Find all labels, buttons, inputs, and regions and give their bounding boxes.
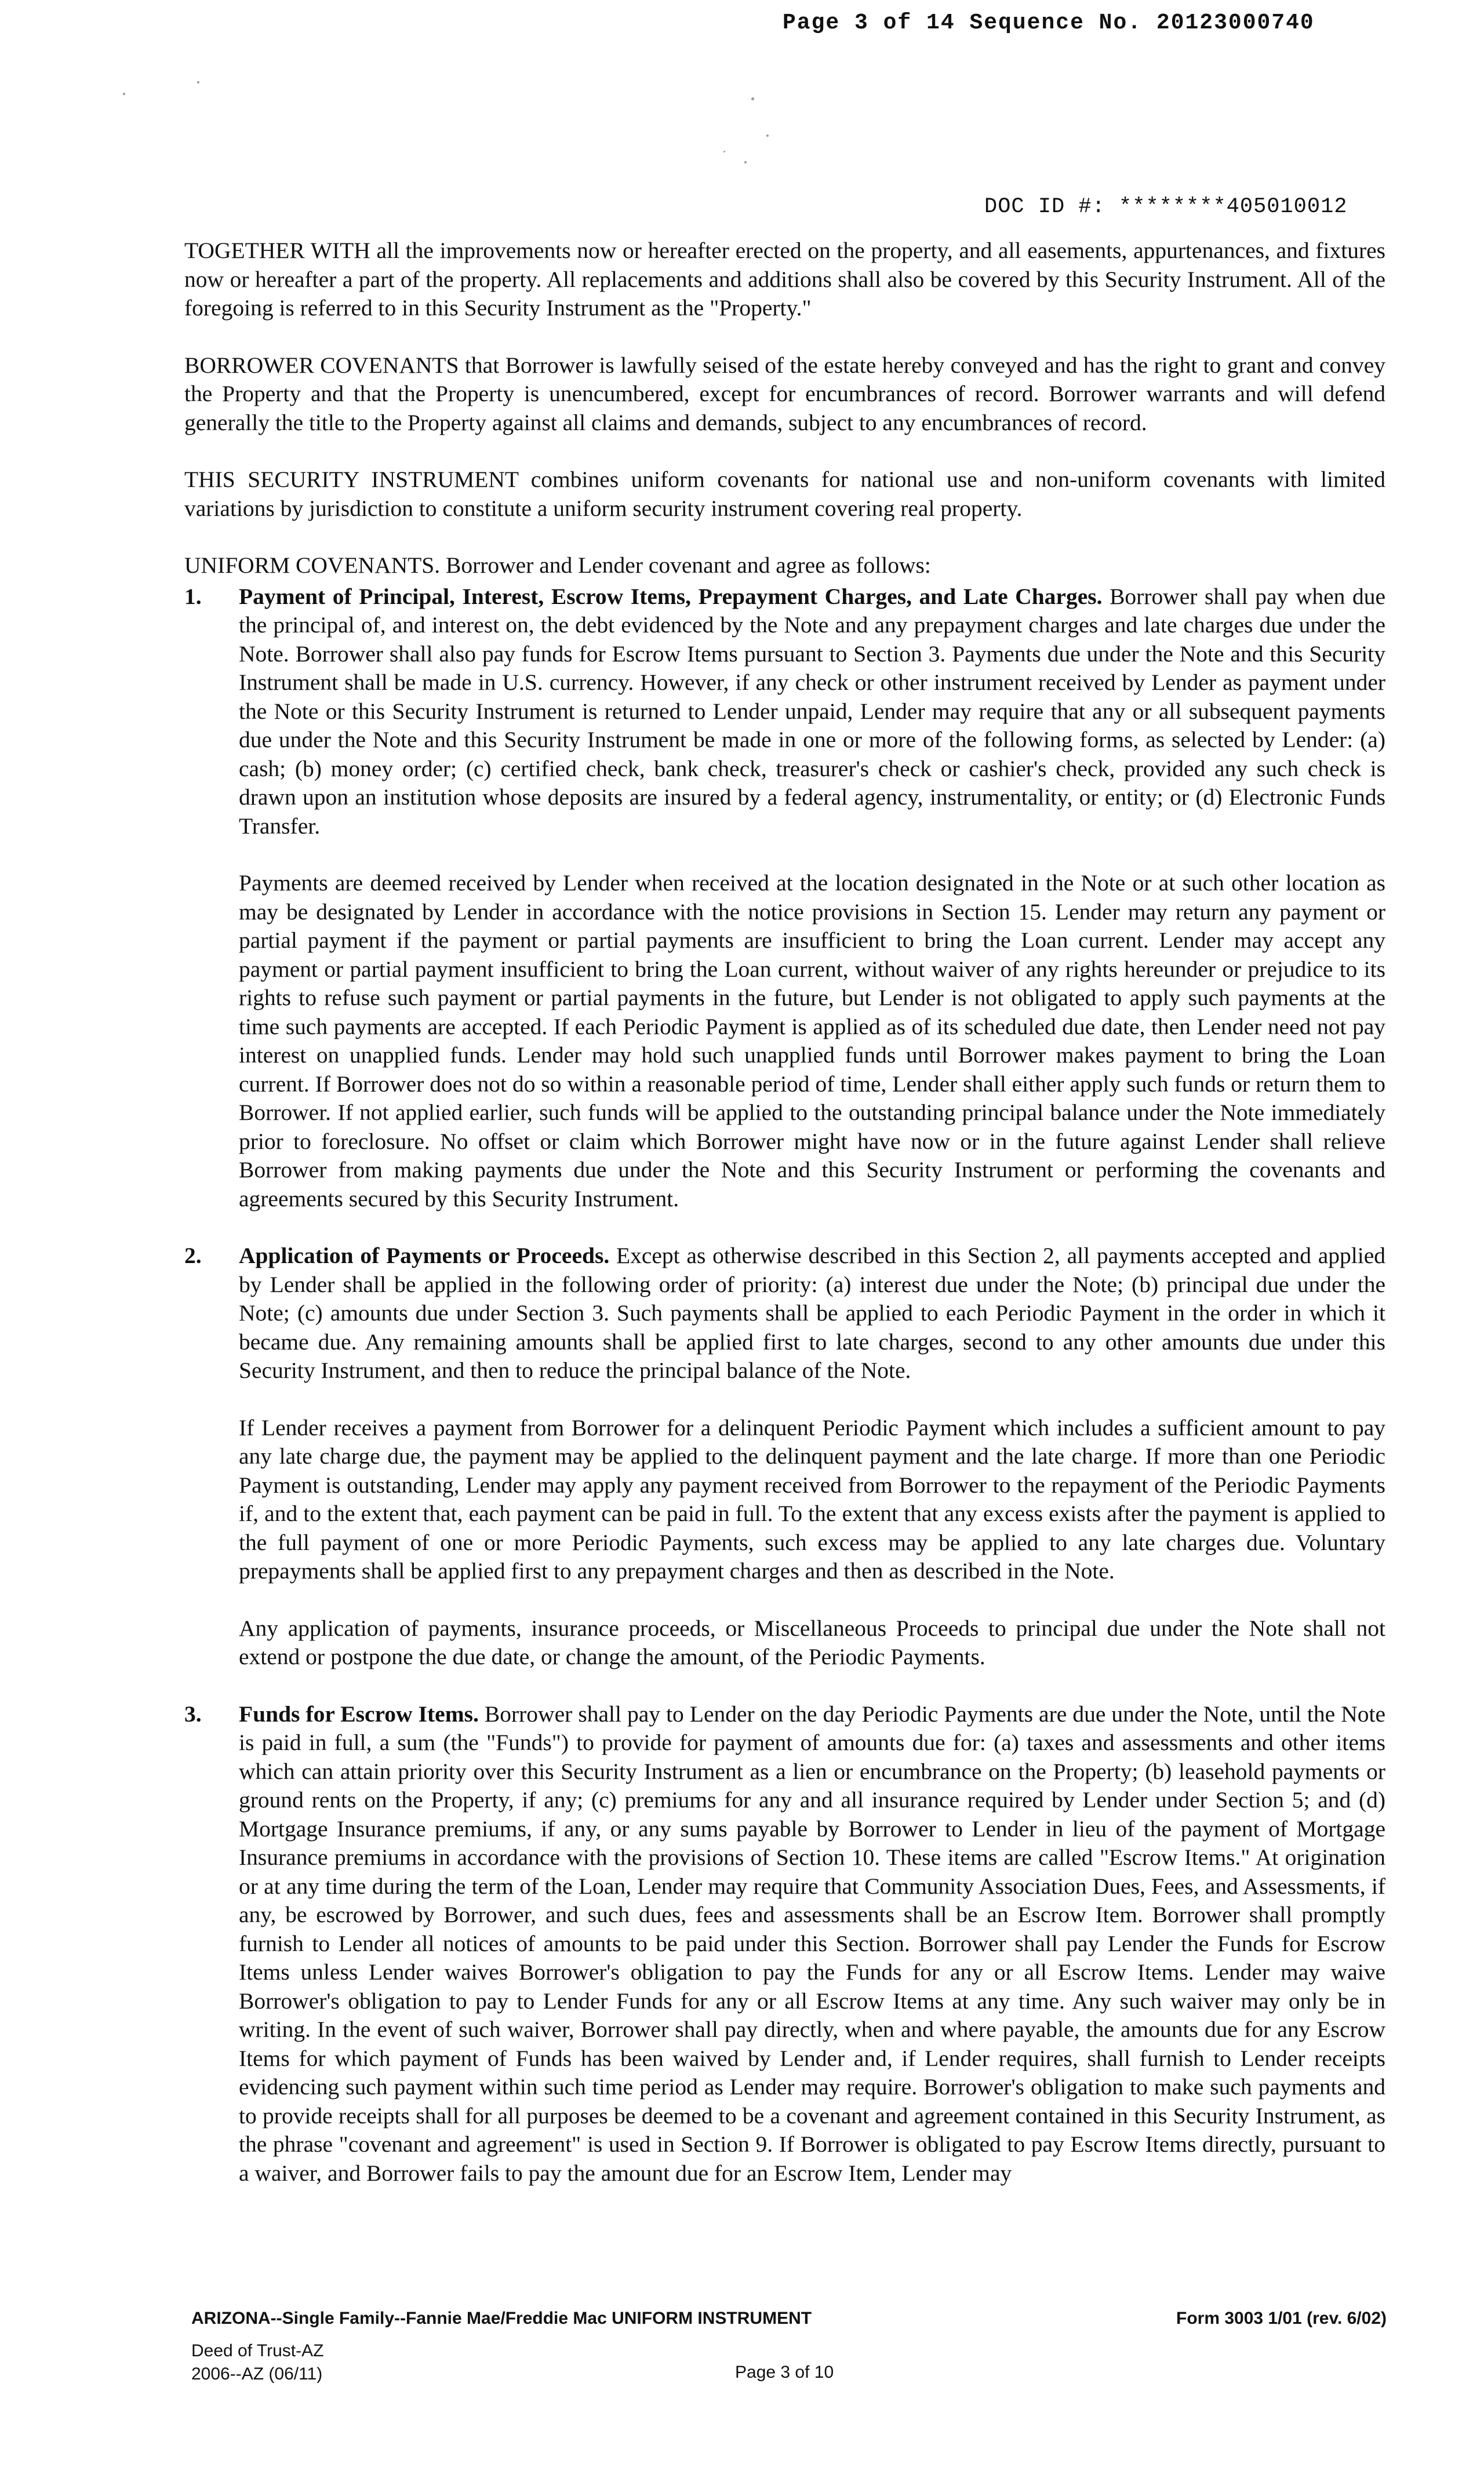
- section-number: 1.: [184, 583, 202, 609]
- scan-speck: [751, 97, 754, 100]
- scan-speck: [123, 93, 125, 95]
- page-sequence-header: Page 3 of 14 Sequence No. 20123000740: [783, 10, 1315, 35]
- section-paragraph: [239, 583, 1385, 841]
- section-paragraph: If Lender receives a payment from Borrower for a delinquent Periodic Payment which includes a sufficient amount to pay any late charge due, the payment may be applied to the delinquent payment and the late charge. If more than one Periodic Payment is outstanding, Lender may apply any payment received from Borrower to the repayment of the Periodic Payments if, and to the extent that, each payment can be paid in full. To the extent that any excess exists after the payment is applied to the full payment of one or more Periodic Payments, such excess may be applied to any late charges due. Voluntary prepayments shall be applied first to any prepayment charges and then as described in the Note.: [239, 1414, 1385, 1584]
- section-number: 3.: [184, 1701, 202, 1727]
- borrower-covenants-paragraph: BORROWER COVENANTS that Borrower is lawfully seised of the estate hereby conveyed and has the right to grant and convey the Property and that the Property is unencumbered, except for encumbrances of record. Borrower warrants and will defend generally the title to the Property against all claims and demands, subject to any encumbrances of record.: [184, 352, 1385, 435]
- section-2: [184, 1242, 1385, 1672]
- scan-speck: [766, 134, 769, 137]
- together-paragraph: TOGETHER WITH all the improvements now or hereafter erected on the property, and all easements, appurtenances, and fixtures now or hereafter a part of the property. All replacements and additions shall also be covered by this Security Instrument. All of the foregoing is referred to in this Security Instrument as the "Property.": [184, 238, 1385, 321]
- section-paragraph: Payments are deemed received by Lender when received at the location designated in the Note or at such other location as may be designated by Lender in accordance with the notice provisions in Section 15. Lender may return any payment or partial payment if the payment or partial payments are insufficient to bring the Loan current. Lender may accept any payment or partial payment insufficient to bring the Loan current, without waiver of any rights hereunder or prejudice to its rights to refuse such payment or partial payments in the future, but Lender is not obligated to apply such payments at the time such payments are accepted. If each Periodic Payment is applied as of its scheduled due date, then Lender need not pay interest on unapplied funds. Lender may hold such unapplied funds until Borrower makes payment to bring the Loan current. If Borrower does not do so within a reasonable period of time, Lender shall either apply such funds or return them to Borrower. If not applied earlier, such funds will be applied to the outstanding principal balance under the Note immediately prior to foreclosure. No offset or claim which Borrower might have now or in the future against Lender shall relieve Borrower from making payments due under the Note and this Security Instrument or performing the covenants and agreements secured by this Security Instrument.: [239, 870, 1385, 1211]
- section-title: Funds for Escrow Items.: [239, 1701, 479, 1727]
- section-paragraph: [239, 1700, 1385, 2188]
- section-1: [184, 583, 1385, 1214]
- section-title: Payment of Principal, Interest, Escrow Items, Prepayment Charges, and Late Charges.: [239, 583, 1103, 609]
- section-body: Borrower shall pay to Lender on the day Periodic Payments are due under the Note, until the Note is paid in full, a sum (the "Funds") to provide for payment of amounts due for: (a) taxes and assessments and other items which can attain priority over this Security Instrument as a lien or encumbrance on the Property; (b) leasehold payments or ground rents on the Property, if any; (c) premiums for any and all insurance required by Lender under Section 5; and (d) Mortgage Insurance premiums, if any, or any sums payable by Borrower to Lender in lieu of the payment of Mortgage Insurance premiums in accordance with the provisions of Section 10. These items are called "Escrow Items." At origination or at any time during the term of the Loan, Lender may require that Community Association Dues, Fees, and Assessments, if any, be escrowed by Borrower, and such dues, fees and assessments shall be an Escrow Item. Borrower shall promptly furnish to Lender all notices of amounts to be paid under this Section. Borrower shall pay Lender the Funds for Escrow Items unless Lender waives Borrower's obligation to pay the Funds for any or all Escrow Items. Lender may waive Borrower's obligation to pay to Lender Funds for any or all Escrow Items at any time. Any such waiver may only be in writing. In the event of such waiver, Borrower shall pay directly, when and where payable, the amounts due for any Escrow Items for which payment of Funds has been waived by Lender and, if Lender requires, shall furnish to Lender receipts evidencing such payment within such time period as Lender may require. Borrower's obligation to make such payments and to provide receipts shall for all purposes be deemed to be a covenant and agreement contained in this Security Instrument, as the phrase "covenant and agreement" is used in Section 9. If Borrower is obligated to pay Escrow Items directly, pursuant to a waiver, and Borrower fails to pay the amount due for an Escrow Item, Lender may: [239, 1701, 1385, 2186]
- security-instrument-paragraph: THIS SECURITY INSTRUMENT combines uniform covenants for national use and non-uniform covenants with limited variations by jurisdiction to constitute a uniform security instrument covering real property.: [184, 467, 1385, 521]
- scan-speck: [197, 81, 199, 83]
- section-3: [184, 1700, 1385, 2188]
- section-paragraph: Any application of payments, insurance proceeds, or Miscellaneous Proceeds to principal due under the Note shall not extend or postpone the due date, or change the amount, of the Periodic Payments.: [239, 1615, 1385, 1669]
- uniform-covenants-heading: UNIFORM COVENANTS. Borrower and Lender covenant and agree as follows:: [184, 552, 931, 578]
- footer-form-number: Form 3003 1/01 (rev. 6/02): [1176, 2309, 1387, 2328]
- section-number: 2.: [184, 1243, 202, 1268]
- scan-speck: [744, 161, 747, 163]
- doc-id: DOC ID #: ********405010012: [984, 195, 1348, 219]
- footer-deed-line: Deed of Trust-AZ: [191, 2341, 324, 2360]
- section-body: Borrower shall pay when due the principal of, and interest on, the debt evidenced by the Note and any prepayment charges and late charges due under the Note. Borrower shall also pay funds for Escrow Items pursuant to Section 3. Payments due under the Note and this Security Instrument shall be made in U.S. currency. However, if any check or other instrument received by Lender as payment under the Note or this Security Instrument is returned to Lender unpaid, Lender may require that any or all subsequent payments due under the Note and this Security Instrument be made in one or more of the following forms, as selected by Lender: (a) cash; (b) money order; (c) certified check, bank check, treasurer's check or cashier's check, provided any such check is drawn upon an institution whose deposits are insured by a federal agency, instrumentality, or entity; or (d) Electronic Funds Transfer.: [239, 583, 1385, 839]
- footer-form-title: ARIZONA--Single Family--Fannie Mae/Freddie Mac UNIFORM INSTRUMENT: [191, 2309, 812, 2328]
- scan-speck: [723, 151, 725, 152]
- footer-page-number: Page 3 of 10: [735, 2363, 834, 2382]
- section-title: Application of Payments or Proceeds.: [239, 1243, 610, 1268]
- footer-deed-info: [191, 2339, 323, 2386]
- document-body: [184, 236, 1385, 2216]
- section-body: Except as otherwise described in this Section 2, all payments accepted and applied by Lender shall be applied in the following order of priority: (a) interest due under the Note; (b) principal due under the Note; (c) amounts due under Section 3. Such payments shall be applied to each Periodic Payment in the order in which it became due. Any remaining amounts shall be applied first to late charges, second to any other amounts due under this Security Instrument, and then to reduce the principal balance of the Note.: [239, 1243, 1385, 1383]
- section-paragraph: [239, 1242, 1385, 1385]
- footer-deed-line: 2006--AZ (06/11): [191, 2364, 323, 2384]
